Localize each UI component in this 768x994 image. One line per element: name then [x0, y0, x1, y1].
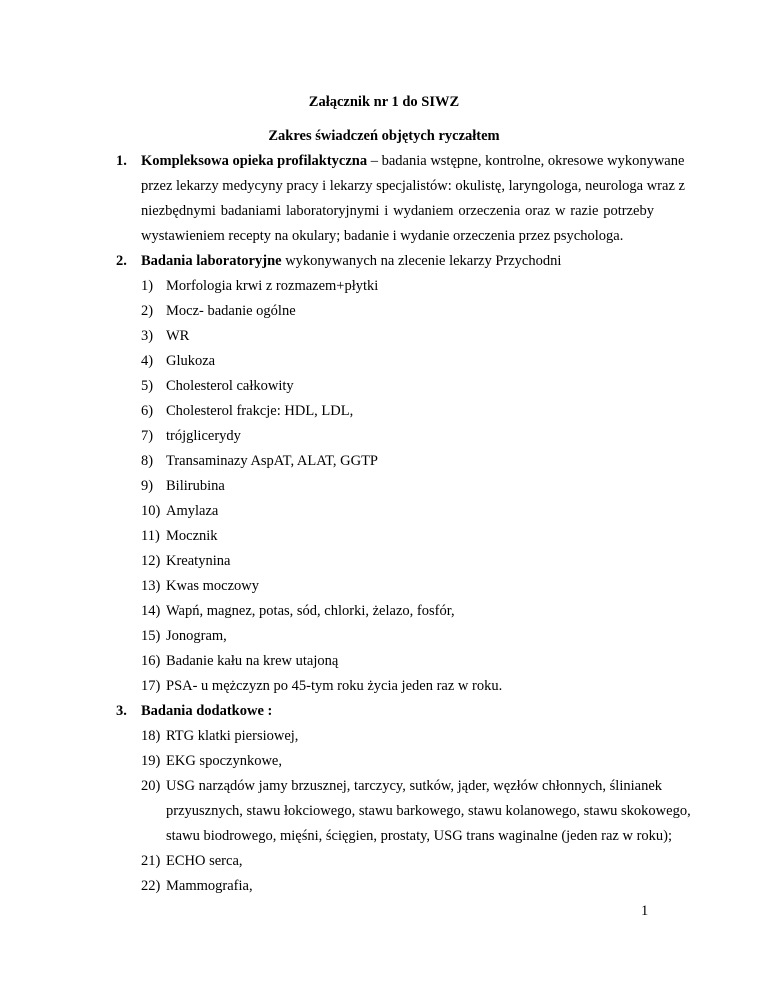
list-item	[141, 324, 654, 349]
list-item	[141, 874, 654, 899]
list-item	[141, 674, 654, 699]
page-number: 1	[641, 903, 649, 919]
list-item-text: Mocznik	[166, 528, 218, 544]
list-item-text: Wapń, magnez, potas, sód, chlorki, żelazo, fosfór,	[166, 603, 455, 619]
list-item-text: Morfologia krwi z rozmazem+płytki	[166, 278, 379, 294]
list-item	[141, 549, 654, 574]
list-item	[141, 374, 654, 399]
list-item-text: Bilirubina	[166, 478, 225, 494]
list-item	[141, 349, 654, 374]
list-item-number: 1)	[141, 278, 154, 294]
list-item	[141, 724, 654, 749]
list-item-text: EKG spoczynkowe,	[166, 753, 282, 769]
list-item-text: trójglicerydy	[166, 428, 241, 444]
list-item	[141, 849, 654, 874]
list-item	[141, 574, 654, 599]
list-item	[141, 274, 654, 299]
section-1-line-2-text: przez lekarzy medycyny pracy i lekarzy specjalistów: okulistę, laryngologa, neurologa wraz z	[141, 178, 685, 194]
section-1-line-3	[141, 199, 654, 224]
list-item	[141, 524, 654, 549]
section-3-heading: Badania dodatkowe :	[141, 703, 273, 719]
list-item	[141, 424, 654, 449]
list-item-line-3: stawu biodrowego, mięśni, ścięgien, prostaty, USG trans waginalne (jeden raz w roku);	[166, 828, 673, 844]
list-item-number: 6)	[141, 403, 154, 419]
list-item-text: WR	[166, 328, 190, 344]
list-item-number: 11)	[141, 528, 160, 544]
section-1-line-2	[141, 174, 685, 199]
list-item	[141, 624, 654, 649]
section-1-line-4-text: wystawieniem recepty na okulary; badanie i wydanie orzeczenia przez psychologa.	[141, 228, 624, 244]
section-1-body	[141, 149, 685, 174]
section-2-heading: Badania laboratoryjne	[141, 253, 282, 269]
list-item-number: 14)	[141, 603, 161, 619]
list-item-line-2: przyusznych, stawu łokciowego, stawu barkowego, stawu kolanowego, stawu skokowego,	[166, 803, 691, 819]
list-item-number: 5)	[141, 378, 154, 394]
list-item-line-1: USG narządów jamy brzusznej, tarczycy, sutków, jąder, węzłów chłonnych, ślinianek	[166, 778, 663, 794]
list-item-number: 21)	[141, 853, 161, 869]
list-item-number: 9)	[141, 478, 154, 494]
list-item-text: Mammografia,	[166, 878, 253, 894]
list-item-text: RTG klatki piersiowej,	[166, 728, 299, 744]
list-item	[141, 449, 654, 474]
list-item-number: 12)	[141, 553, 161, 569]
list-item-text: Kreatynina	[166, 553, 231, 569]
list-item-text: Glukoza	[166, 353, 216, 369]
list-item-number: 8)	[141, 453, 154, 469]
list-item-text: Cholesterol całkowity	[166, 378, 294, 394]
list-item-text: Amylaza	[166, 503, 219, 519]
list-item-text: Transaminazy AspAT, ALAT, GGTP	[166, 453, 378, 469]
section-3-heading-line	[141, 699, 654, 724]
list-item	[141, 299, 654, 324]
list-item-number: 13)	[141, 578, 161, 594]
list-item-number: 18)	[141, 728, 161, 744]
section-1-number: 1.	[116, 153, 127, 169]
list-item	[141, 649, 654, 674]
list-item	[141, 749, 654, 774]
list-item-number: 16)	[141, 653, 161, 669]
list-item-text	[166, 774, 691, 849]
list-item-number: 22)	[141, 878, 161, 894]
section-3-number: 3.	[116, 703, 127, 719]
list-item	[141, 499, 654, 524]
section-1-heading: Kompleksowa opieka profilaktyczna	[141, 153, 368, 169]
list-item-number: 2)	[141, 303, 154, 319]
list-item-number: 19)	[141, 753, 161, 769]
list-item	[141, 599, 654, 624]
section-1-line-1-text: – badania wstępne, kontrolne, okresowe wykonywane	[367, 153, 685, 169]
document-subtitle: Zakres świadczeń objętych ryczałtem	[268, 128, 500, 144]
list-item-text: PSA- u mężczyzn po 45-tym roku życia jeden raz w roku.	[166, 678, 503, 694]
list-item-text: Jonogram,	[166, 628, 227, 644]
section-1-line-1	[141, 149, 685, 174]
list-item	[141, 474, 654, 499]
list-item	[141, 399, 654, 424]
list-item-number: 10)	[141, 503, 161, 519]
list-item-text: Badanie kału na krew utajoną	[166, 653, 339, 669]
section-1-line-3-text: niezbędnymi badaniami laboratoryjnymi i wydaniem orzeczenia oraz w razie potrzeby	[141, 203, 654, 219]
list-item-number: 15)	[141, 628, 161, 644]
list-item-number: 17)	[141, 678, 161, 694]
document-title: Załącznik nr 1 do SIWZ	[308, 94, 460, 110]
list-item-text: ECHO serca,	[166, 853, 243, 869]
section-2-number: 2.	[116, 253, 127, 269]
section-1-line-4	[141, 224, 654, 249]
list-item-text: Cholesterol frakcje: HDL, LDL,	[166, 403, 354, 419]
list-item-number: 4)	[141, 353, 154, 369]
section-2-heading-line	[141, 249, 654, 274]
list-item-text: Mocz- badanie ogólne	[166, 303, 296, 319]
section-2-heading-rest: wykonywanych na zlecenie lekarzy Przychodni	[281, 253, 562, 269]
list-item-text: Kwas moczowy	[166, 578, 260, 594]
list-item-number: 3)	[141, 328, 154, 344]
list-item-number: 20)	[141, 778, 161, 794]
list-item-number: 7)	[141, 428, 154, 444]
